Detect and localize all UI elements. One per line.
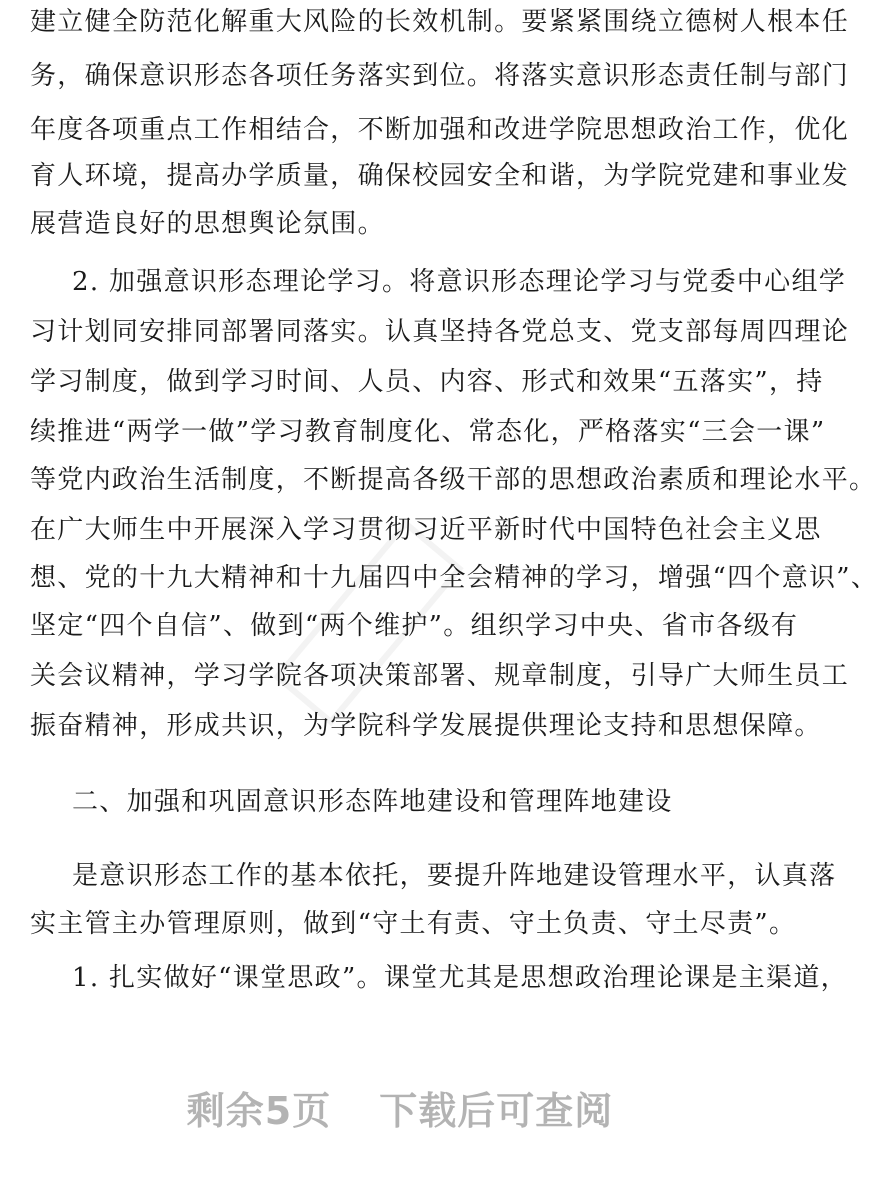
text-line: 学习制度，做到学习时间、人员、内容、形式和效果“五落实”，持: [30, 367, 824, 397]
text-line: 展营造良好的思想舆论氛围。: [30, 209, 385, 239]
text-line: 实主管主办管理原则，做到“守土有责、守土负责、守土尽责”。: [30, 909, 797, 939]
section-heading: 二、加强和巩固意识形态阵地建设和管理阵地建设: [72, 787, 673, 817]
text-line: 是意识形态工作的基本依托，要提升阵地建设管理水平，认真落: [72, 861, 837, 891]
download-banner[interactable]: [0, 1080, 800, 1135]
remaining-pages-label: 剩余5页: [186, 1089, 332, 1133]
text-line: 年度各项重点工作相结合，不断加强和改进学院思想政治工作，优化: [30, 115, 850, 145]
text-line: 振奋精神，形成共识，为学院科学发展提供理论支持和思想保障。: [30, 711, 822, 741]
download-hint-label[interactable]: 下载后可查阅: [379, 1089, 614, 1133]
text-line: 想、党的十九大精神和十九届四中全会精神的学习，增强“四个意识”、: [30, 563, 878, 593]
text-line: 关会议精神，学习学院各项决策部署、规章制度，引导广大师生员工: [30, 661, 850, 691]
text-line: 建立健全防范化解重大风险的长效机制。要紧紧围绕立德树人根本任: [30, 7, 850, 37]
text-line: 等党内政治生活制度，不断提高各级干部的思想政治素质和理论水平。: [30, 465, 877, 495]
section-item-2: 2. 加强意识形态理论学习。将意识形态理论学习与党委中心组学: [72, 267, 847, 297]
text-line: 续推进“两学一做”学习教育制度化、常态化，严格落实“三会一课”: [30, 417, 826, 447]
section-item-1: 1. 扎实做好“课堂思政”。课堂尤其是思想政治理论课是主渠道，: [72, 963, 848, 993]
text-line: 育人环境，提高办学质量，确保校园安全和谐，为学院党建和事业发: [30, 161, 850, 191]
text-line: 坚定“四个自信”、做到“两个维护”。组织学习中央、省市各级有: [30, 611, 799, 641]
text-line: 务，确保意识形态各项任务落实到位。将落实意识形态责任制与部门: [30, 61, 850, 91]
text-line: 习计划同安排同部署同落实。认真坚持各党总支、党支部每周四理论: [30, 317, 850, 347]
text-line: 在广大师生中开展深入学习贯彻习近平新时代中国特色社会主义思: [30, 515, 822, 545]
